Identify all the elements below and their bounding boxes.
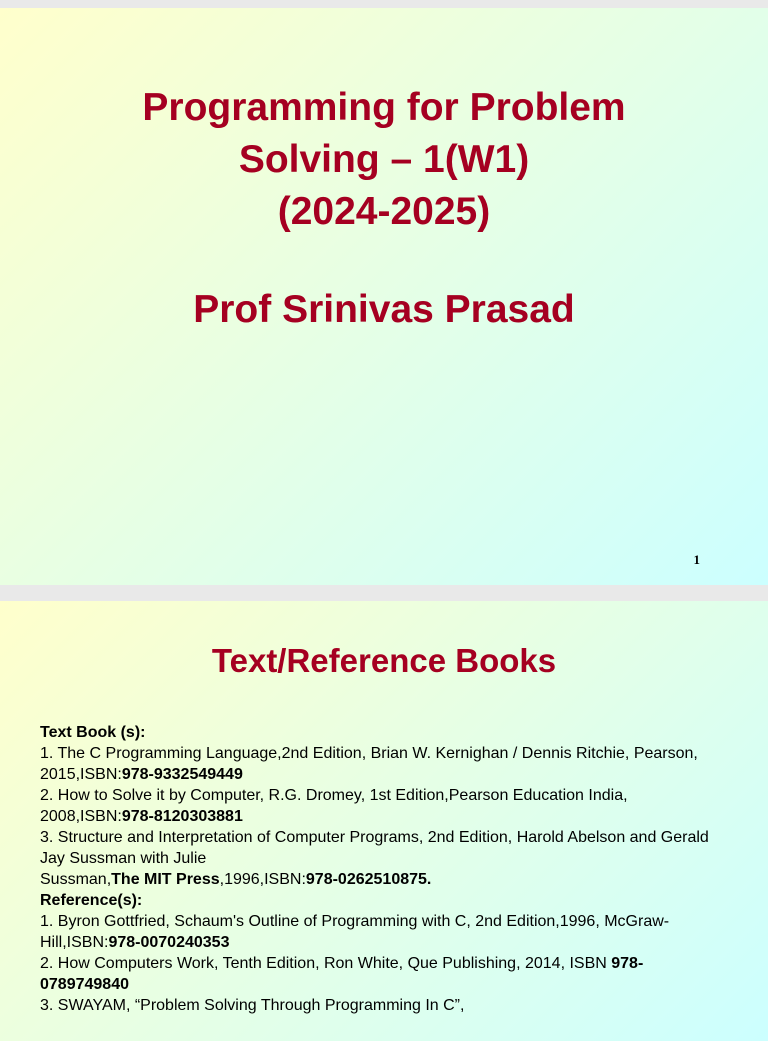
course-title-line-3: (2024-2025): [277, 190, 491, 233]
book-text: Sussman,: [40, 871, 112, 888]
book-list: [40, 722, 720, 1016]
course-title: [0, 82, 768, 238]
book-text: 3. SWAYAM, “Problem Solving Through Programming In C”,: [40, 997, 465, 1014]
isbn: 978-0789749840: [40, 955, 644, 993]
list-item: [40, 827, 720, 890]
book-text: 3. Structure and Interpretation of Computer Programs, 2nd Edition, Harold Abelson and Gerald Jay Sussman with Julie: [40, 829, 709, 867]
list-item: [40, 911, 720, 953]
text-books-heading: Text Book (s):: [40, 724, 146, 741]
book-text: 1. The C Programming Language,2nd Edition, Brian W. Kernighan / Dennis Ritchie, Pearson, 2015,ISBN:: [40, 745, 698, 783]
references-heading: Reference(s):: [40, 892, 143, 909]
list-item: [40, 785, 720, 827]
slide-1: [0, 8, 768, 585]
book-text: 2. How Computers Work, Tenth Edition, Ron White, Que Publishing, 2014, ISBN: [40, 955, 612, 972]
course-title-line-1: Programming for Problem: [142, 86, 626, 129]
slide-title: Text/Reference Books: [211, 642, 557, 679]
book-text: 1. Byron Gottfried, Schaum's Outline of Programming with C, 2nd Edition,1996, McGraw-Hill,ISBN:: [40, 913, 670, 951]
slide-number: 1: [693, 552, 700, 567]
isbn: 978-9332549449: [121, 766, 243, 783]
list-item: [40, 743, 720, 785]
slide-2: [0, 601, 768, 1041]
isbn: 978-8120303881: [121, 808, 243, 825]
isbn: 978-0262510875.: [305, 871, 432, 888]
book-text: ,1996,ISBN:: [219, 871, 306, 888]
publisher: The MIT Press: [111, 871, 220, 888]
isbn: 978-0070240353: [108, 934, 230, 951]
author-name: Prof Srinivas Prasad: [193, 288, 575, 331]
book-text: 2. How to Solve it by Computer, R.G. Dromey, 1st Edition,Pearson Education India, 2008,ISBN:: [40, 787, 628, 825]
list-item: [40, 995, 720, 1016]
list-item: [40, 953, 720, 995]
course-title-line-2: Solving – 1(W1): [238, 138, 530, 181]
